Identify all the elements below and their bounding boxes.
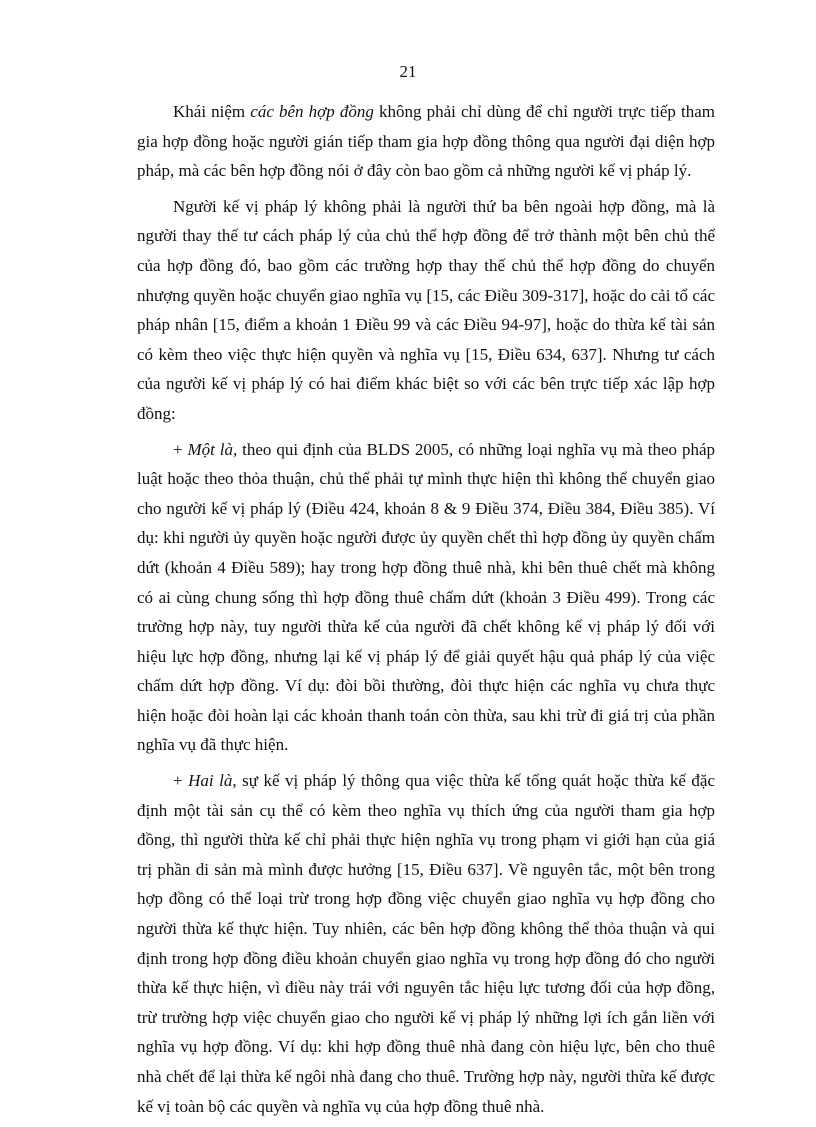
paragraph-3-emphasis: Một là [187,439,234,459]
paragraph-2-text: Người kế vị pháp lý không phải là người thứ ba bên ngoài hợp đồng, mà là người thay thế tư cách pháp lý của chủ thể hợp đồng để trở thành một bên chủ thể của hợp đồng đó, bao gồm các trường hợp thay thế chủ thể hợp đồng do chuyển nhượng quyền hoặc chuyển giao nghĩa vụ [15, các Điều 309-317], hoặc do cải tổ các pháp nhân [15, điểm a khoản 1 Điều 99 và các Điều 94-97], hoặc do thừa kế tài sản có kèm theo việc thực hiện quyền và nghĩa vụ [15, Điều 634, 637]. Nhưng tư cách của người kế vị pháp lý có hai điểm khác biệt so với các bên trực tiếp xác lập hợp đồng: [137,196,715,423]
paragraph-1-emphasis: các bên hợp đồng [250,102,374,121]
paragraph-1-lead: Khái niệm [173,102,251,121]
paragraph-2 [137,192,715,429]
page-number: 21 [399,62,417,81]
paragraph-3-lead: + [173,439,188,459]
paragraph-1-text: không phải chỉ dùng để chỉ người trực tiếp tham gia hợp đồng hoặc người gián tiếp tham gia hợp đồng thông qua người đại diện hợp pháp, mà các bên hợp đồng nói ở đây còn bao gồm cả những người kế vị pháp lý. [137,102,715,181]
paragraph-4-emphasis: Hai là [188,771,233,791]
paragraph-1 [137,97,715,186]
paragraph-3 [137,435,715,761]
paragraph-4 [137,766,715,1121]
paragraph-4-lead: + [173,771,189,791]
paragraph-4-text: , sự kế vị pháp lý thông qua việc thừa kế tổng quát hoặc thừa kế đặc định một tài sản cụ thể có kèm theo nghĩa vụ thích ứng của người tham gia hợp đồng, thì người thừa kế chỉ phải thực hiện nghĩa vụ trong phạm vi giới hạn của giá trị phần di sản mà mình được hưởng [15, Điều 637]. Về nguyên tắc, một bên trong hợp đồng có thể loại trừ trong hợp đồng việc chuyển giao nghĩa vụ hợp đồng cho người thừa kế thực hiện. Tuy nhiên, các bên hợp đồng không thể thỏa thuận và qui định trong hợp đồng điều khoản chuyển giao nghĩa vụ trong hợp đồng đó cho người thừa kế thực hiện, vì điều này trái với nguyên tắc hiệu lực tương đối của hợp đồng, trừ trường hợp việc chuyển giao cho người kế vị pháp lý những lợi ích gắn liền với nghĩa vụ hợp đồng. Ví dụ: khi hợp đồng thuê nhà đang còn hiệu lực, bên cho thuê nhà chết để lại thừa kế ngôi nhà đang cho thuê. Trường hợp này, người thừa kế được kế vị toàn bộ các quyền và nghĩa vụ của hợp đồng thuê nhà. [137,771,715,1116]
paragraph-3-text: , theo qui định của BLDS 2005, có những loại nghĩa vụ mà theo pháp luật hoặc theo thỏa thuận, chủ thể phải tự mình thực hiện thì không thể chuyển giao cho người kế vị pháp lý (Điều 424, khoản 8 & 9 Điều 374, Điều 384, Điều 385). Ví dụ: khi người ủy quyền hoặc người được ủy quyền chết thì hợp đồng ủy quyền chấm dứt (khoản 4 Điều 589); hay trong hợp đồng thuê nhà, khi bên thuê chết mà không có ai cùng chung sống thì hợp đồng thuê chấm dứt (khoản 3 Điều 499). Trong các trường hợp này, tuy người thừa kế của người đã chết không kế vị pháp lý đối với hiệu lực hợp đồng, nhưng lại kế vị pháp lý để giải quyết hậu quả pháp lý của việc chấm dứt hợp đồng. Ví dụ: đòi bồi thường, đòi thực hiện các nghĩa vụ chưa thực hiện hoặc đòi hoàn lại các khoản thanh toán còn thừa, sau khi trừ đi giá trị của phần nghĩa vụ đã thực hiện. [137,439,715,755]
document-body [137,97,715,1127]
